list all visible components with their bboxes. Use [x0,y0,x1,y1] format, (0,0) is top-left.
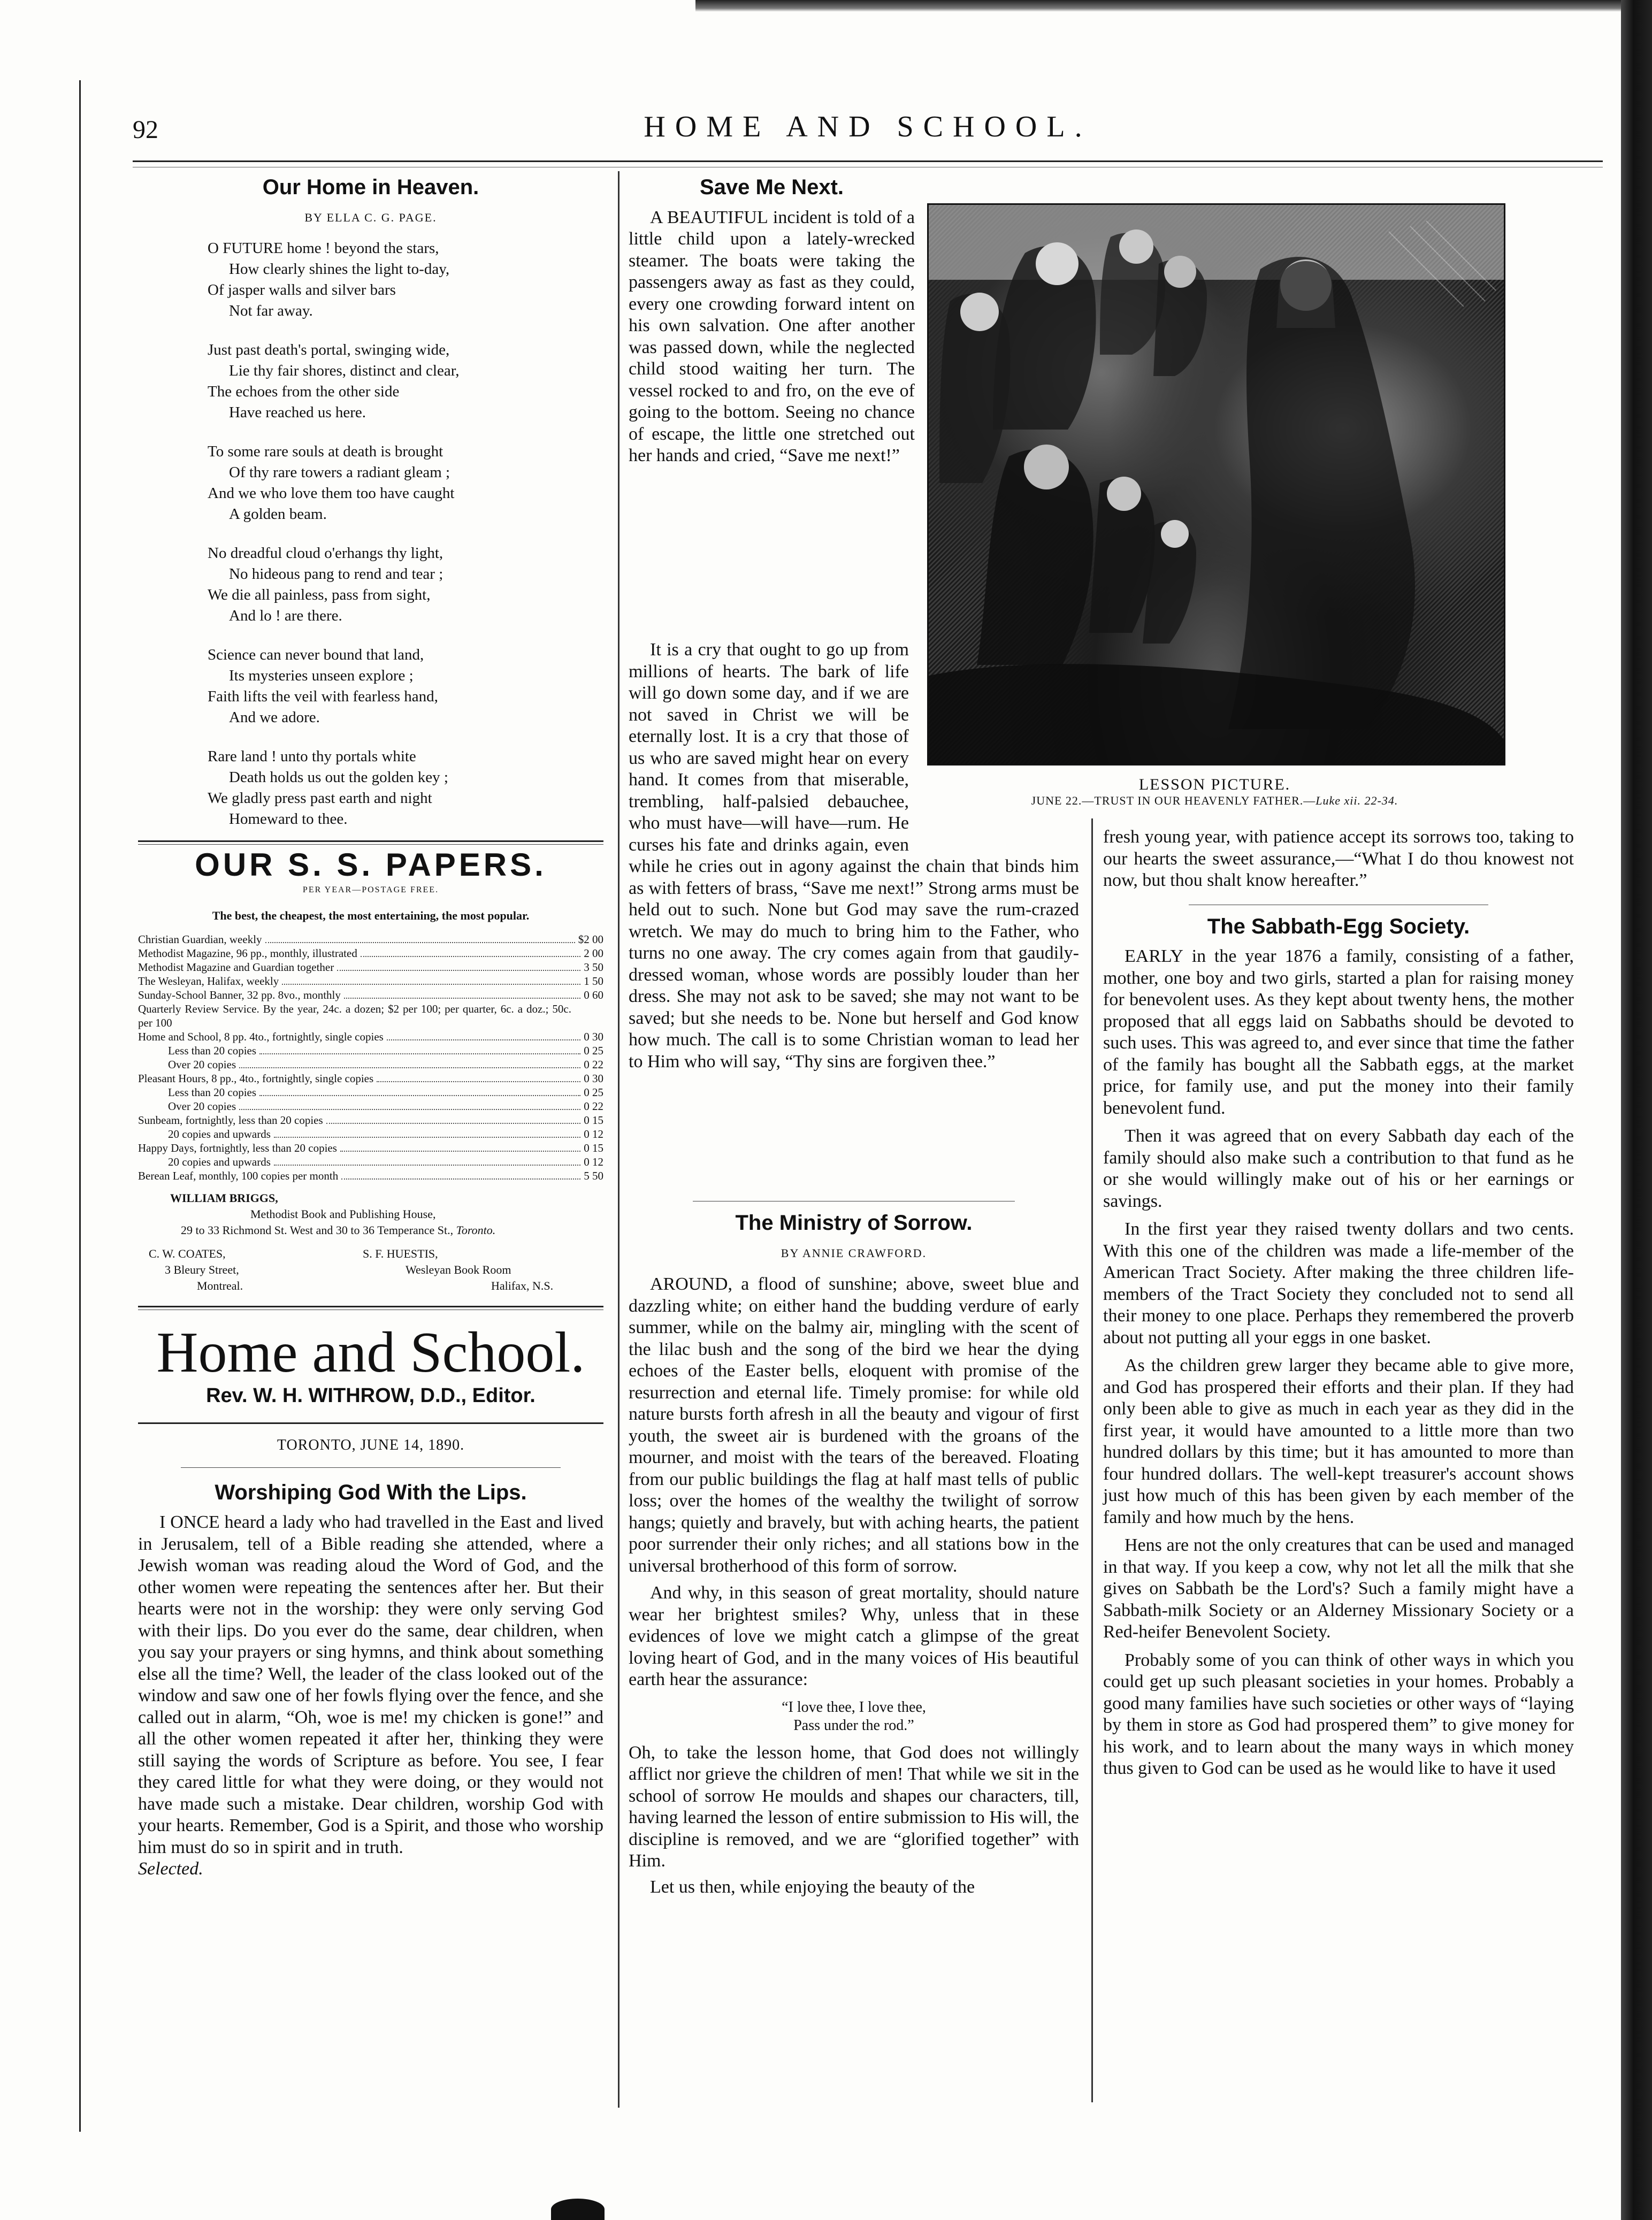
agent-address: Wesleyan Book Room [406,1262,511,1276]
price-value: 0 30 [584,1030,603,1043]
price-value: 2 00 [584,946,603,960]
sorrow-byline: BY ANNIE CRAWFORD. [781,1246,927,1260]
masthead-title: Home and School. [156,1320,585,1384]
price-row [138,932,603,946]
price-value: 0 22 [584,1058,603,1071]
poem-line: Lie thy fair shores, distinct and clear, [229,362,460,379]
column-2-upper [629,171,915,467]
article-title-sorrow: The Ministry of Sorrow. [735,1211,973,1235]
price-value: 0 15 [584,1141,603,1154]
poem-line: We gladly press past earth and night [208,790,432,807]
price-value: 1 50 [584,974,603,987]
poem-line: Not far away. [229,302,313,319]
article-title-egg: The Sabbath-Egg Society. [1207,914,1470,938]
poem-line: Its mysteries unseen explore ; [229,667,414,684]
egg-p2: Then it was agreed that on every Sabbath day each of the family should also make such a contribution to that fund as he or she would willingly make out of his or her earnings or savings. [1103,1126,1574,1211]
leader-dots [274,1165,580,1166]
egg-p4: As the children grew larger they became able to give more, and God has prospered their efforts and their plan. If they had only been able to give as much in each year as they did in the first year, it would have amounted to a little more than two hundred dollars by this time; but it has amounted to more than four hundred dollars. The well-kept treasurer's account shows just how much of this has been given by each member of the family and how much by the hens. [1103,1356,1574,1527]
quote-line: Pass under the rod.” [793,1717,914,1734]
poem-line: The echoes from the other side [208,383,400,400]
agent-montreal [149,1246,363,1294]
price-item: Happy Days, fortnightly, less than 20 copies [138,1141,337,1154]
column-2-sorrow [629,1201,1079,1898]
signoff-text: Selected. [138,1859,203,1879]
price-row [138,974,603,988]
price-item: Home and School, 8 pp. 4to., fortnightly, single copies [138,1030,384,1043]
lead-in: I ONCE [159,1512,220,1532]
article-body-save-me-2: It is a cry that ought to go up from millions of hearts. The bark of life will go down some day, and if we are not saved in Christ we will be eternally lost. It is a cry that those of us who are saved might hear on every hand. It comes from that miserable, trembling, half-palsied debauchee, who must have—will have—rum. He curses his fate and drinks again, even while he cries out in agony against the chain that binds him as with fetters of brass, “Save me next!” Strong arms must be held out to such. None but God may save the rum-crazed wretch. We may do much to bring him to the Father, who turns no one away. The cry comes again from that gaudily-dressed woman, whose words are possibly louder than her dress. She may not ask to be saved; she may not want to be saved; but she needs to be. None but herself and God know how much. The call is to some Christian woman to lead her to Him who will say, “Thy sins are forgiven thee.” [629,640,1079,1071]
price-row [138,1030,603,1044]
price-row [138,960,603,974]
poem-line: To some rare souls at death is brought [208,443,443,460]
leader-dots [344,998,580,999]
price-item: 20 copies and upwards [168,1155,271,1168]
sorrow-p1 [629,1274,1079,1577]
leader-dots [239,1109,580,1110]
egg-p6: Probably some of you can think of other ways in which you could get up such pleasant societies in your homes. Probably a good many families have such societies or other ways of “laying by them in store as God had prospered them” to give money for his work, and to learn about the many ways in which money thus given to God can be used as he would like to have it used [1103,1650,1574,1778]
ink-blot [551,2199,605,2220]
price-value: $2 00 [578,932,603,946]
column-1 [138,171,603,1880]
masthead-editor: Rev. W. H. WITHROW, D.D., Editor. [206,1384,536,1407]
leader-dots [387,1039,580,1040]
poem-line: Faith lifts the veil with fearless hand, [208,688,438,705]
article-text: heard a lady who had travelled in the East and lived in Jerusalem, tell of a Bible reading she attended, where a Jewish woman was reading aloud the Word of God, and the other women were repeating the sentences after her. But their hearts were not in the worship: they were only serving God with their lips. Do you ever do the same, dear children, when you say your prayers or sing hymns, and think about something else all the time? Well, the leader of the class looked out of the window and saw one of her fowls flying over the fence, and she called out in alarm, “Oh, woe is me! my chicken is gone!” and all the other women repeated it after her, thinking they were still saying the words of Scripture as before. You see, I fear they cared little for what they were doing, or they would not have made such a mistake. Dear children, worship God with your hearts. Remember, God is a Spirit, and those who worship him must do so in spirit and in truth. [138,1512,603,1857]
agent-city: Montreal. [197,1279,243,1292]
scan-edge-top [695,0,1652,12]
publisher-name: WILLIAM BRIGGS, [170,1191,278,1205]
poem-line: No hideous pang to rend and tear ; [229,565,443,583]
price-value: 0 15 [584,1113,603,1127]
signoff [138,1858,603,1880]
column-rule-1 [618,171,620,2108]
price-row [138,1058,603,1071]
agent-address: 3 Bleury Street, [165,1262,239,1276]
caption-title: LESSON PICTURE. [1138,776,1291,793]
article-title-worship: Worshiping God With the Lips. [215,1480,527,1504]
poem-line: Just past death's portal, swinging wide, [208,341,450,358]
column-rule-3 [1091,818,1093,2102]
leader-dots [259,1095,580,1096]
price-row [138,1044,603,1058]
publisher-line: Methodist Book and Publishing House, [250,1207,436,1221]
leader-dots [340,1151,580,1152]
lead-in: A BEAUTIFUL [650,207,768,227]
scan-edge-right [1621,0,1652,2220]
poem-title: Our Home in Heaven. [262,175,479,199]
price-row [138,1113,603,1127]
price-item: Less than 20 copies [168,1085,257,1099]
leader-dots [259,1053,580,1054]
price-row [138,1099,603,1113]
engraving-figures [929,205,1504,764]
publisher-address: 29 to 33 Richmond St. West and 30 to 36 Temperance St., [181,1223,454,1237]
price-value: 0 60 [584,988,603,1001]
poem-line: And we who love them too have caught [208,485,455,502]
ss-papers-title: OUR S. S. PAPERS. [195,847,547,883]
egg-p3: In the first year they raised twenty dollars and two cents. With this one of the children was made a life-member of the American Tract Society. After making the three children life-members of the Tract Society they concluded not to send all their money to one place. Perhaps they remembered the proverb about not putting all your eggs in one basket. [1103,1219,1574,1348]
poem-line: Have reached us here. [229,404,366,421]
lead-in: AROUND, [650,1274,732,1294]
poem-line: Of thy rare towers a radiant gleam ; [229,464,450,481]
price-item: Methodist Magazine, 96 pp., monthly, illustrated [138,946,357,960]
section-rule [138,1306,603,1307]
price-row [138,1155,603,1169]
ss-papers-subtitle: PER YEAR—POSTAGE FREE. [302,885,439,894]
price-list [138,932,603,1183]
publisher-city: Toronto. [456,1223,496,1237]
agents [138,1246,603,1294]
leader-dots [282,984,580,985]
price-row [138,1169,603,1183]
price-value: 0 25 [584,1044,603,1057]
sorrow-continued: fresh young year, with patience accept its sorrows too, taking to our hearts the sweet assurance,—“What I do thou knowest not now, but thou shalt know hereafter.” [1103,827,1574,890]
page-header [133,110,1603,158]
price-item: The Wesleyan, Halifax, weekly [138,974,279,987]
poem-body [138,238,603,830]
poem-line: Homeward to thee. [229,810,348,828]
price-value: 0 30 [584,1071,603,1085]
dateline-rule [181,1467,561,1468]
price-item: Sunbeam, fortnightly, less than 20 copies [138,1113,323,1127]
price-item: Methodist Magazine and Guardian together [138,960,334,974]
price-row [138,1085,603,1099]
section-rule [138,1422,603,1424]
lesson-picture-caption [927,776,1502,808]
agent-city: Halifax, N.S. [491,1279,554,1292]
agent-name: S. F. HUESTIS, [363,1246,438,1260]
price-value: 0 12 [584,1155,603,1168]
leader-dots [239,1067,580,1068]
section-rule [138,840,603,842]
price-item: Christian Guardian, weekly [138,932,262,946]
column-4 [1103,826,1574,1780]
sorrow-p2: And why, in this season of great mortality, should nature wear her brightest smiles? Why, unless that in these evidences of love we might catch a glimpse of the great loving heart of God, and in the many voices of His beautiful earth hear the assurance: [629,1583,1079,1689]
price-row [138,1141,603,1155]
sorrow-p4: Let us then, while enjoying the beauty of the [650,1877,975,1897]
article-text: incident is told of a little child upon a lately-wrecked steamer. The boats were taking the passengers away as fast as they could, every one crowding forward intent on his own salvation. One after another was passed down, while the neglected child stood waiting her turn. The vessel rocked to and fro, on the eve of going to the bottom. Seeing no chance of escape, the little one stretched out her hands and cried, “Save me next!” [629,207,915,465]
price-item: Less than 20 copies [168,1044,257,1057]
price-value: 0 25 [584,1085,603,1099]
price-row [138,1071,603,1085]
leader-dots [361,956,580,957]
stanza [208,543,603,626]
lesson-picture-engraving [927,203,1505,765]
stanza [208,645,603,728]
price-item: Over 20 copies [168,1099,236,1113]
price-value: 0 22 [584,1099,603,1113]
sorrow-quote [629,1698,1079,1735]
poem-line: Death holds us out the golden key ; [229,769,448,786]
poem-line: We die all painless, pass from sight, [208,586,431,603]
leader-dots [326,1123,581,1124]
caption-text: JUNE 22.—TRUST IN OUR HEAVENLY FATHER.— [1031,794,1316,807]
article-body-worship [138,1512,603,1858]
sorrow-p3: Oh, to take the lesson home, that God does not willingly afflict nor grieve the children of men! That while we sit in the school of sorrow He moulds and shapes our characters, till, having learned the lesson of entire submission to His will, the discipline is removed, and we are “glorified together” with Him. [629,1742,1079,1871]
running-head: HOME AND SCHOOL. [644,110,1092,143]
stanza [208,340,603,423]
stanza [208,238,603,321]
leader-dots [274,1137,580,1138]
article-text: in the year 1876 a family, consisting of a father, mother, one boy and two girls, started a plan for raising money for benevolent uses. As they kept about twenty hens, the mother proposed that all eggs laid on Sabbaths should be devoted to such uses. This was agreed to, and ever since that time the father of the family has bought all the Sabbath eggs, at the market price, for family use, and put the money into their family benevolent fund. [1103,946,1574,1118]
price-item: Quarterly Review Service. By the year, 24c. a dozen; $2 per 100; per quarter, 6c. a doz.; 50c. per 100 [138,1002,571,1029]
poem-line: Rare land ! unto thy portals white [208,748,416,765]
poem-line: And we adore. [229,709,320,726]
caption-subtitle [927,794,1502,808]
leader-dots [341,1178,580,1180]
article-title-save-me: Save Me Next. [699,175,844,199]
publisher-block [138,1190,603,1294]
quote-line: “I love thee, I love thee, [782,1698,926,1716]
price-item: Over 20 copies [168,1058,236,1071]
leader-dots [337,970,580,971]
price-item: 20 copies and upwards [168,1127,271,1140]
article-text: a flood of sunshine; above, sweet blue and dazzling white; on either hand the budding verdure of early summer, while on the balmy air, mingling with the scent of the lilac bush and the song of the bird we hear the dying echoes of the Easter bells, eloquent with promise of the resurrection and eternal life. Timely promise: for while old nature bursts forth afresh in all the beauty and vigour of first youth, the sweet air is burdened with the groans of the mourner, and moist with the tears of the bereaved. Floating from our public buildings the flag at half mast tells of public loss; over the homes of the wealthy the twilight of sorrow hangs; quietly and bravely, but with aching hearts, the patient poor surrender their only riches; and all stations bow in the universal brotherhood of this form of sorrow. [629,1274,1079,1576]
ss-papers-tagline: The best, the cheapest, the most entertaining, the most popular. [212,909,530,922]
caption-reference: Luke xii. 22-34. [1316,794,1398,807]
leader-dots [377,1081,580,1082]
poem-line: No dreadful cloud o'erhangs thy light, [208,545,443,562]
poem-line: A golden beam. [229,506,327,523]
poem-line: And lo ! are there. [229,607,342,624]
price-item: Pleasant Hours, 8 pp., 4to., fortnightly, single copies [138,1071,374,1085]
price-value: 5 50 [584,1169,603,1182]
dateline: TORONTO, JUNE 14, 1890. [277,1437,465,1453]
poem-line: How clearly shines the light to-day, [229,261,450,278]
egg-p1 [1103,946,1574,1119]
poem-line: Of jasper walls and silver bars [208,281,396,298]
poem-byline: BY ELLA C. G. PAGE. [304,210,437,224]
price-row [138,1127,603,1141]
price-item: Sunday-School Banner, 32 pp. 8vo., monthly [138,988,341,1001]
page-number: 92 [133,116,158,144]
header-rule [133,160,1603,162]
price-row [138,988,603,1002]
price-value: 0 12 [584,1127,603,1140]
article-body-save-me [629,207,915,467]
price-item: Berean Leaf, monthly, 100 copies per month [138,1169,339,1182]
egg-p5: Hens are not the only creatures that can be used and managed in that way. If you keep a cow, why not let all the milk that she gives on Sabbath be the Lord's? Such a family might have a Sabbath-milk Society or an Alderney Missionary Society or a Red-heifer Benevolent Society. [1103,1535,1574,1642]
leader-dots [265,942,575,943]
price-value: 3 50 [584,960,603,974]
lead-in: EARLY [1125,946,1183,966]
agent-name: C. W. COATES, [149,1246,226,1260]
poem-line: O FUTURE home ! beyond the stars, [208,240,439,257]
stanza [208,441,603,525]
section-rule-thin [138,844,603,845]
stanza [208,746,603,830]
agent-halifax [363,1246,587,1294]
poem-line: Science can never bound that land, [208,646,424,663]
price-row [138,946,603,960]
